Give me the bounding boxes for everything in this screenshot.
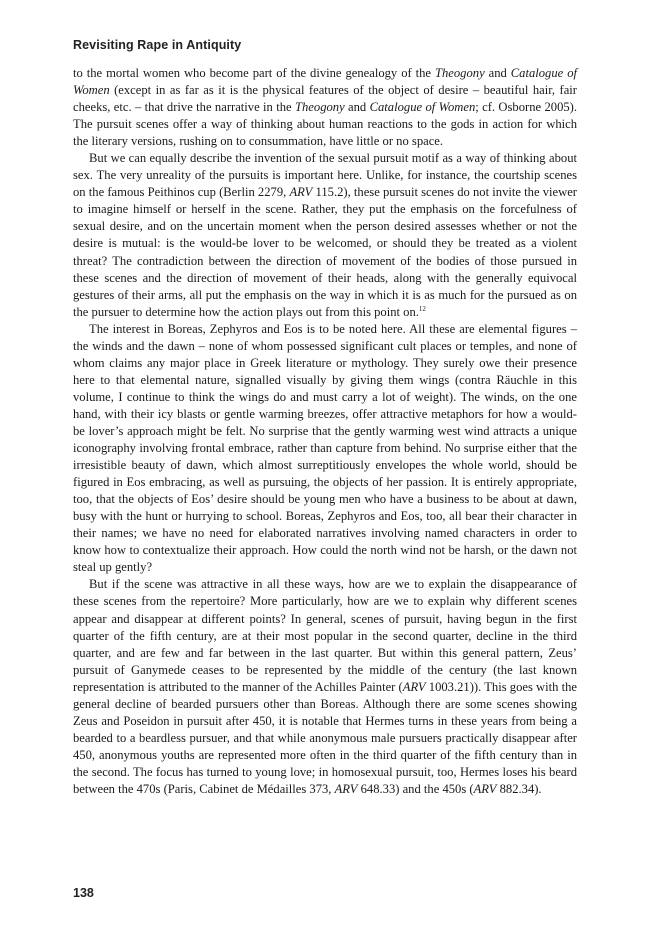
paragraph-4: [73, 576, 577, 798]
text-run: 1003.21)). This goes with the general decline of bearded pursuers other than Boreas. Although there are some scenes showing Zeus and Poseidon in pursuit after 450, it is notable that Hermes turns in these years from being a bearded to a beardless pursuer, and that while anonymous male pursuers practically disappear after 450, anonymous youths are represented more often in the third quarter of the fifth century than in the second. The focus has turned to young love; in homosexual pursuit, too, Hermes loses his beard between the 470s (Paris, Cabinet de Médailles 373,: [73, 679, 577, 796]
running-head: Revisiting Rape in Antiquity: [73, 38, 242, 52]
text-run: ; cf. Osborne 2005). The pursuit scenes offer a way of thinking about human reactions to the gods in action for which the literary versions, rushing on to consummation, have little or no space.: [73, 100, 578, 149]
text-run: The interest in Boreas, Zephyros and Eos is to be noted here. All these are elemental figures – the winds and the dawn – none of whom possessed significant cult places or temples, and none of whom claims any major place in Greek literature or mythology. They surely owe their presence here to that elemental nature, signalled visually by giving them wings (contra Räuchle in this volume, I continue to think the wings do and must carry a lot of weight). The winds, on the one hand, with their icy blasts or gentle warming breezes, offer attractive metaphors for how a would-be lover’s approach might be felt. No surprise that the gently warming west wind attracts a unique iconography involving frontal embrace, rather than capture from behind. No surprise either that the irresistible beauty of dawn, which almost surreptitiously envelopes the whole world, should be figured in Eos embracing, as well as pursuing, the objects of her passion. It is entirely appropriate, too, that the objects of Eos’ desire should be young men who have a business to be about at dawn, busy with the hunt or hurrying to school. Boreas, Zephyros and Eos, too, all bear their character in their names; we have no need for elaborated narratives involving named characters in order to know how to contextualize their approach. How could the north wind not be harsh, or the dawn not steal up gently?: [73, 321, 577, 575]
text-run: 115.2), these pursuit scenes do not invite the viewer to imagine himself or herself in the scene. Rather, they put the emphasis on the forcefulness of sexual desire, and on the uncertain moment when the person desired assesses whether or not the desire is mutual: is the would-be lover to be welcomed, or should they be treated as a violent threat? The contradiction between the direction of movement of the bodies of those pursued in these scenes and the direction of movement of their heads, along with the generally equivocal gestures of their arms, all put the emphasis on the way in which it is as much for the pursued as on the pursuer to determine how the action plays out from this point on.: [73, 185, 577, 319]
text-run: 882.34).: [496, 781, 542, 796]
paragraph-2: [73, 150, 577, 320]
paragraph-3: [73, 321, 577, 577]
italic-abbrev: ARV: [289, 185, 313, 200]
italic-title: Theogony: [295, 100, 345, 115]
italic-title: Theogony: [434, 66, 485, 80]
footnote-marker[interactable]: 12: [418, 304, 426, 313]
text-run: (except in as far as it is the physical features of the object of desire – beautiful hair, fair cheeks, etc. – that drive the narrative in the: [73, 83, 577, 115]
text-run: But if the scene was attractive in all these ways, how are we to explain the disappearance of these scenes from the repertoire? More particularly, how are we to explain why different scenes appear and disappear at different points? In general, scenes of pursuit, having begun in the first quarter of the fifth century, are at their most popular in the second quarter, decline in the third quarter, and are few and far between in the last quarter. But within this general pattern, Zeus’ pursuit of Ganymede ceases to be represented by the middle of the century (the last known representation is attributed to the manner of the Achilles Painter (: [73, 577, 577, 694]
text-run: and: [344, 100, 370, 115]
text-run: 648.33) and the 450s (: [357, 781, 474, 796]
italic-title: Catalogue of Women: [73, 66, 577, 98]
text-run: to the mortal women who become part of the divine genealogy of the: [73, 66, 435, 80]
italic-title: Catalogue of Women: [369, 100, 476, 115]
italic-abbrev: ARV: [334, 781, 358, 796]
italic-abbrev: ARV: [402, 679, 426, 694]
paragraph-1: [73, 65, 577, 150]
text-run: and: [484, 66, 511, 80]
text-run: But we can equally describe the invention of the sexual pursuit motif as a way of thinking about sex. The very unreality of the pursuits is important here. Unlike, for instance, the courtship scenes on the famous Peithinos cup (Berlin 2279,: [73, 151, 577, 200]
body-text: [73, 65, 577, 798]
page-number: 138: [73, 886, 94, 900]
italic-abbrev: ARV: [473, 781, 497, 796]
